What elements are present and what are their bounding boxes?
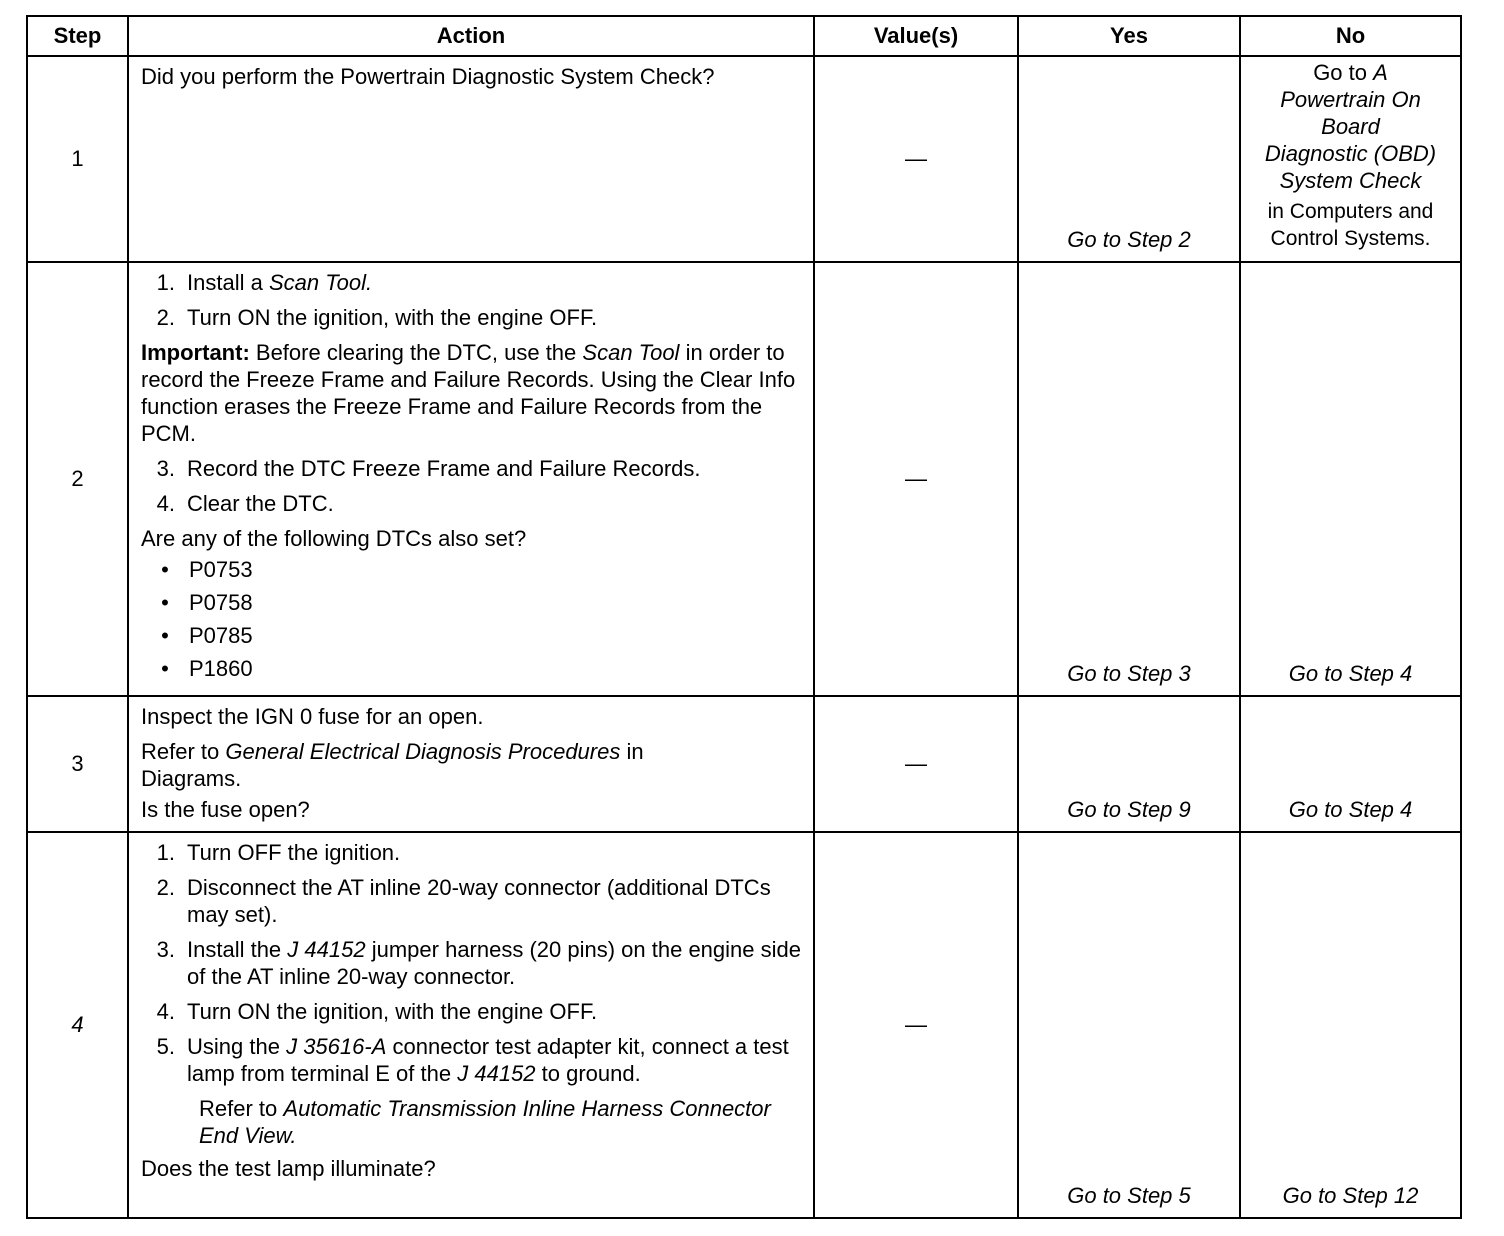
- action-question: Does the test lamp illuminate?: [141, 1156, 436, 1181]
- action-question: Is the fuse open?: [141, 797, 310, 822]
- header-values: Value(s): [814, 16, 1018, 56]
- action-cell: [128, 832, 814, 1218]
- list-item: 5. Using the J 35616-A connector test adapter kit, connect a test lamp from terminal E of the J 44152 to ground.: [156, 1034, 789, 1086]
- table-row: [27, 696, 1461, 832]
- no-italic-line: Board: [1321, 114, 1380, 139]
- yes-goto: Go to Step 3: [1067, 661, 1191, 686]
- step-number: 2: [27, 262, 128, 696]
- no-italic-line: Powertrain On: [1280, 87, 1421, 112]
- yes-cell: [1018, 696, 1240, 832]
- no-suffix-line: in Computers and: [1267, 200, 1434, 223]
- dtc-item: • P0758: [161, 590, 253, 615]
- no-suffix-line: Control Systems.: [1270, 227, 1431, 250]
- action-refer: Refer to Automatic Transmission Inline Harness Connector End View.: [199, 1096, 771, 1148]
- no-goto: Go to Step 4: [1288, 797, 1413, 822]
- yes-cell: [1018, 56, 1240, 262]
- yes-cell: [1018, 832, 1240, 1218]
- step-number: 3: [27, 696, 128, 832]
- no-italic-a: A: [1373, 60, 1388, 85]
- yes-goto: Go to Step 5: [1067, 1183, 1191, 1208]
- action-cell: [128, 56, 814, 262]
- action-text: Did you perform the Powertrain Diagnostic System Check?: [141, 64, 715, 89]
- important-note: Important: Before clearing the DTC, use the Scan Tool in order to record the Freeze Frame and Failure Records. Using the Clear Info function erases the Freeze Frame and Failure Records from the PCM.: [141, 340, 796, 446]
- no-cell: [1240, 262, 1461, 696]
- action-cell: [128, 262, 814, 696]
- list-item: 3. Record the DTC Freeze Frame and Failure Records.: [156, 456, 701, 481]
- no-goto: Go to Step 4: [1288, 661, 1413, 686]
- value-cell: —: [814, 262, 1018, 696]
- no-italic-line: System Check: [1279, 168, 1422, 193]
- no-cell: [1240, 56, 1461, 262]
- table-row: [27, 56, 1461, 262]
- header-step: Step: [27, 16, 128, 56]
- value-cell: —: [814, 832, 1018, 1218]
- step-number: 4: [27, 832, 128, 1218]
- yes-cell: [1018, 262, 1240, 696]
- list-item: 4. Turn ON the ignition, with the engine OFF.: [156, 999, 598, 1024]
- dtc-item: • P0785: [161, 623, 253, 648]
- no-cell: [1240, 832, 1461, 1218]
- action-line: Inspect the IGN 0 fuse for an open.: [141, 704, 484, 729]
- list-item: 1. Install a Scan Tool.: [156, 270, 373, 295]
- diagnostic-table: [26, 15, 1462, 1219]
- table-row: [27, 832, 1461, 1218]
- list-item: 4. Clear the DTC.: [156, 491, 334, 516]
- yes-goto: Go to Step 9: [1067, 797, 1191, 822]
- value-cell: —: [814, 56, 1018, 262]
- no-cell: [1240, 696, 1461, 832]
- step-number: 1: [27, 56, 128, 262]
- list-item: 2. Disconnect the AT inline 20-way connector (additional DTCs may set).: [156, 875, 771, 927]
- list-item: 3. Install the J 44152 jumper harness (20 pins) on the engine side of the AT inline 20-way connector.: [156, 937, 801, 989]
- dtc-item: • P1860: [161, 656, 253, 681]
- no-italic-line: Diagnostic (OBD): [1264, 141, 1437, 166]
- no-goto: Go to Step 12: [1282, 1183, 1419, 1208]
- header-action: Action: [128, 16, 814, 56]
- header-no: No: [1240, 16, 1461, 56]
- action-question: Are any of the following DTCs also set?: [141, 526, 527, 551]
- action-cell: [128, 696, 814, 832]
- dtc-item: • P0753: [161, 557, 253, 582]
- list-item: 1. Turn OFF the ignition.: [156, 840, 401, 865]
- no-prefix: Go to: [1313, 60, 1367, 85]
- list-item: 2. Turn ON the ignition, with the engine OFF.: [156, 305, 598, 330]
- table-row: [27, 262, 1461, 696]
- action-refer: Refer to General Electrical Diagnosis Procedures in Diagrams.: [141, 739, 644, 791]
- no-goto-block: [1241, 57, 1460, 252]
- yes-goto: Go to Step 2: [1067, 227, 1191, 252]
- header-row: [27, 16, 1461, 56]
- header-yes: Yes: [1018, 16, 1240, 56]
- value-cell: —: [814, 696, 1018, 832]
